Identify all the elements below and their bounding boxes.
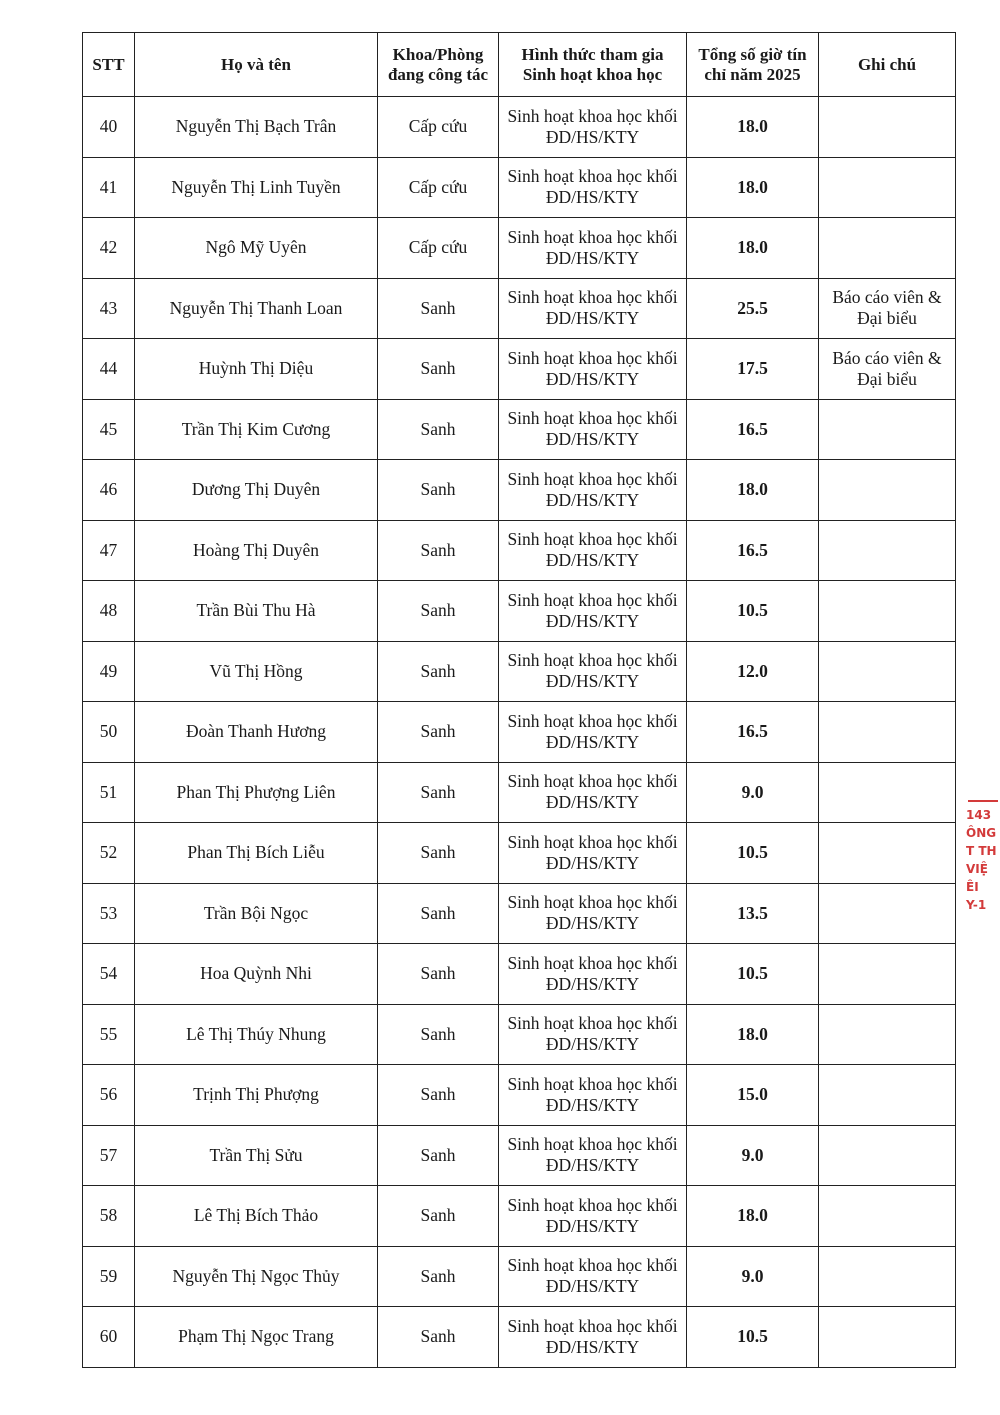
cell-form: Sinh hoạt khoa học khối ĐD/HS/KTY [499,883,687,944]
cell-name: Trần Bội Ngọc [135,883,378,944]
table-row [83,157,956,218]
cell-name: Lê Thị Thúy Nhung [135,1004,378,1065]
cell-form: Sinh hoạt khoa học khối ĐD/HS/KTY [499,218,687,279]
cell-name: Trần Thị Kim Cương [135,399,378,460]
cell-stt: 46 [83,460,135,521]
cell-note [819,1186,956,1247]
cell-hours: 9.0 [687,1246,819,1307]
cell-stt: 57 [83,1125,135,1186]
cell-form: Sinh hoạt khoa học khối ĐD/HS/KTY [499,1004,687,1065]
cell-stt: 48 [83,581,135,642]
cell-note [819,641,956,702]
cell-name: Nguyễn Thị Thanh Loan [135,278,378,339]
cell-name: Huỳnh Thị Diệu [135,339,378,400]
cell-form: Sinh hoạt khoa học khối ĐD/HS/KTY [499,520,687,581]
cell-stt: 51 [83,762,135,823]
cell-name: Hoa Quỳnh Nhi [135,944,378,1005]
cell-stt: 55 [83,1004,135,1065]
cell-hours: 10.5 [687,823,819,884]
cell-stt: 56 [83,1065,135,1126]
cell-note [819,1004,956,1065]
cell-stt: 45 [83,399,135,460]
cell-name: Vũ Thị Hồng [135,641,378,702]
table-row [83,1125,956,1186]
cell-note [819,1065,956,1126]
cell-hours: 16.5 [687,399,819,460]
header-hours: Tổng số giờ tín chỉ năm 2025 [687,33,819,97]
cell-name: Ngô Mỹ Uyên [135,218,378,279]
table-row [83,339,956,400]
header-note: Ghi chú [819,33,956,97]
cell-stt: 59 [83,1246,135,1307]
cell-hours: 18.0 [687,218,819,279]
table-row [83,1065,956,1126]
table-row [83,278,956,339]
table-row [83,1186,956,1247]
credit-hours-table [82,32,956,1368]
cell-note [819,702,956,763]
cell-hours: 13.5 [687,883,819,944]
cell-dept: Sanh [378,460,499,521]
cell-note: Báo cáo viên & Đại biểu [819,339,956,400]
cell-dept: Sanh [378,1307,499,1368]
table-row [83,1246,956,1307]
table-row [83,399,956,460]
cell-dept: Cấp cứu [378,157,499,218]
cell-note [819,883,956,944]
cell-form: Sinh hoạt khoa học khối ĐD/HS/KTY [499,278,687,339]
header-dept: Khoa/Phòng đang công tác [378,33,499,97]
table-row [83,218,956,279]
cell-note [819,218,956,279]
table-row [83,762,956,823]
cell-dept: Sanh [378,339,499,400]
table-header-row [83,33,956,97]
cell-dept: Sanh [378,1125,499,1186]
table-row [83,97,956,158]
cell-note [819,581,956,642]
cell-stt: 42 [83,218,135,279]
cell-dept: Sanh [378,823,499,884]
red-stamp-fragment [966,800,1000,970]
cell-name: Trần Bùi Thu Hà [135,581,378,642]
table-row [83,460,956,521]
cell-stt: 47 [83,520,135,581]
cell-hours: 16.5 [687,702,819,763]
cell-hours: 12.0 [687,641,819,702]
stamp-text: ÔNG [966,826,997,840]
cell-stt: 53 [83,883,135,944]
cell-dept: Sanh [378,1186,499,1247]
cell-form: Sinh hoạt khoa học khối ĐD/HS/KTY [499,97,687,158]
cell-name: Trần Thị Sửu [135,1125,378,1186]
table-row [83,581,956,642]
cell-stt: 49 [83,641,135,702]
cell-form: Sinh hoạt khoa học khối ĐD/HS/KTY [499,1065,687,1126]
cell-hours: 9.0 [687,1125,819,1186]
cell-form: Sinh hoạt khoa học khối ĐD/HS/KTY [499,702,687,763]
cell-hours: 9.0 [687,762,819,823]
cell-dept: Sanh [378,1065,499,1126]
header-form: Hình thức tham gia Sinh hoạt khoa học [499,33,687,97]
cell-dept: Cấp cứu [378,218,499,279]
cell-dept: Sanh [378,520,499,581]
cell-hours: 10.5 [687,944,819,1005]
cell-name: Nguyễn Thị Ngọc Thủy [135,1246,378,1307]
table-row [83,702,956,763]
cell-hours: 18.0 [687,97,819,158]
cell-hours: 18.0 [687,1186,819,1247]
stamp-text: 143 [966,808,992,822]
cell-note [819,460,956,521]
stamp-text: VIỆ [966,862,988,876]
cell-dept: Sanh [378,1246,499,1307]
cell-name: Hoàng Thị Duyên [135,520,378,581]
cell-form: Sinh hoạt khoa học khối ĐD/HS/KTY [499,823,687,884]
cell-note [819,1307,956,1368]
cell-dept: Sanh [378,944,499,1005]
cell-name: Nguyễn Thị Bạch Trân [135,97,378,158]
cell-stt: 50 [83,702,135,763]
stamp-text: ÊI [966,880,979,894]
cell-dept: Sanh [378,641,499,702]
cell-dept: Sanh [378,762,499,823]
cell-note [819,399,956,460]
cell-form: Sinh hoạt khoa học khối ĐD/HS/KTY [499,157,687,218]
cell-note [819,97,956,158]
cell-name: Phạm Thị Ngọc Trang [135,1307,378,1368]
table-row [83,944,956,1005]
table-row [83,1307,956,1368]
cell-stt: 40 [83,97,135,158]
table-row [83,883,956,944]
cell-form: Sinh hoạt khoa học khối ĐD/HS/KTY [499,1186,687,1247]
cell-dept: Sanh [378,581,499,642]
cell-hours: 10.5 [687,581,819,642]
cell-hours: 17.5 [687,339,819,400]
cell-form: Sinh hoạt khoa học khối ĐD/HS/KTY [499,944,687,1005]
cell-name: Nguyễn Thị Linh Tuyền [135,157,378,218]
cell-name: Đoàn Thanh Hương [135,702,378,763]
cell-form: Sinh hoạt khoa học khối ĐD/HS/KTY [499,339,687,400]
cell-hours: 10.5 [687,1307,819,1368]
table-row [83,1004,956,1065]
cell-name: Lê Thị Bích Thảo [135,1186,378,1247]
cell-name: Phan Thị Phượng Liên [135,762,378,823]
cell-stt: 41 [83,157,135,218]
cell-form: Sinh hoạt khoa học khối ĐD/HS/KTY [499,641,687,702]
cell-name: Dương Thị Duyên [135,460,378,521]
cell-note [819,157,956,218]
cell-dept: Sanh [378,278,499,339]
cell-hours: 18.0 [687,460,819,521]
cell-form: Sinh hoạt khoa học khối ĐD/HS/KTY [499,1307,687,1368]
cell-form: Sinh hoạt khoa học khối ĐD/HS/KTY [499,1125,687,1186]
stamp-text: T TH [966,844,997,858]
cell-note [819,1246,956,1307]
cell-dept: Sanh [378,702,499,763]
header-stt: STT [83,33,135,97]
stamp-text: Y-1 [966,898,987,912]
cell-hours: 25.5 [687,278,819,339]
cell-dept: Sanh [378,883,499,944]
cell-form: Sinh hoạt khoa học khối ĐD/HS/KTY [499,581,687,642]
table-row [83,823,956,884]
cell-dept: Sanh [378,399,499,460]
table-row [83,520,956,581]
cell-dept: Sanh [378,1004,499,1065]
table-body [83,97,956,1368]
cell-note [819,944,956,1005]
cell-stt: 44 [83,339,135,400]
cell-name: Trịnh Thị Phượng [135,1065,378,1126]
cell-form: Sinh hoạt khoa học khối ĐD/HS/KTY [499,460,687,521]
cell-hours: 15.0 [687,1065,819,1126]
cell-form: Sinh hoạt khoa học khối ĐD/HS/KTY [499,1246,687,1307]
cell-hours: 18.0 [687,157,819,218]
cell-form: Sinh hoạt khoa học khối ĐD/HS/KTY [499,762,687,823]
cell-note [819,1125,956,1186]
cell-stt: 52 [83,823,135,884]
header-name: Họ và tên [135,33,378,97]
cell-stt: 43 [83,278,135,339]
cell-note [819,823,956,884]
cell-stt: 54 [83,944,135,1005]
cell-hours: 18.0 [687,1004,819,1065]
cell-stt: 60 [83,1307,135,1368]
table-row [83,641,956,702]
cell-note: Báo cáo viên & Đại biểu [819,278,956,339]
cell-note [819,520,956,581]
cell-name: Phan Thị Bích Liễu [135,823,378,884]
cell-form: Sinh hoạt khoa học khối ĐD/HS/KTY [499,399,687,460]
cell-stt: 58 [83,1186,135,1247]
cell-dept: Cấp cứu [378,97,499,158]
cell-note [819,762,956,823]
cell-hours: 16.5 [687,520,819,581]
